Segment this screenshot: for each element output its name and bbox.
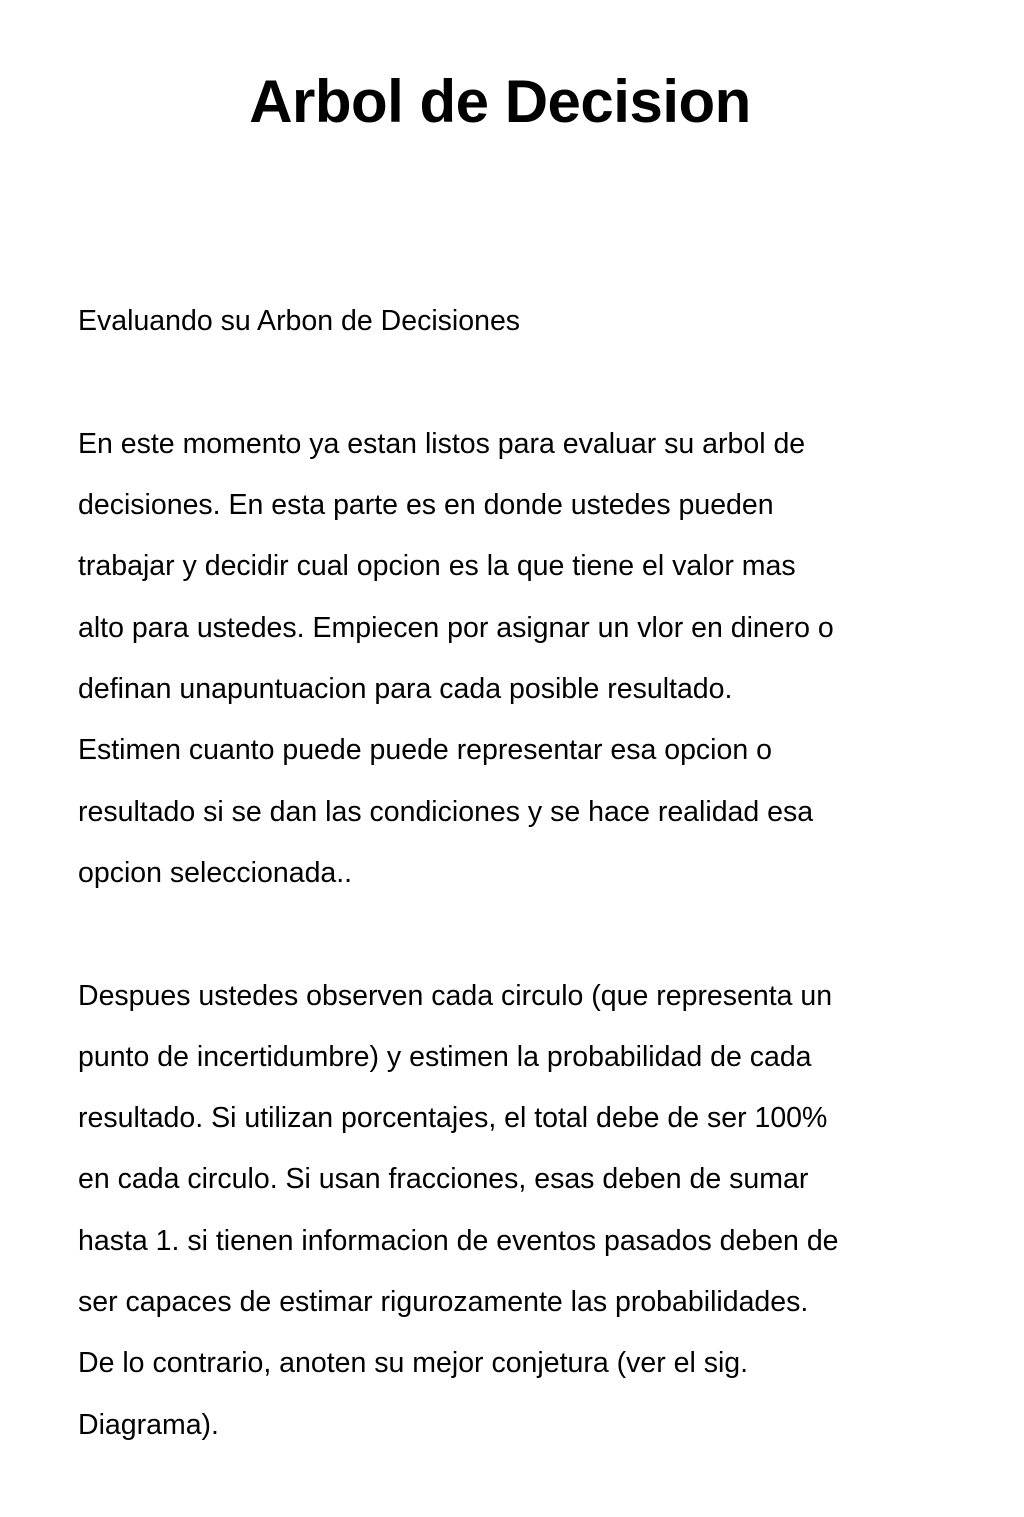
paragraph-probability: Despues ustedes observen cada circulo (que representa un punto de incertidumbre) y estimen la probabilidad de cada resultado. Si utilizan porcentajes, el total debe de ser 100% en cada circulo. Si usan fracciones, esas deben de sumar hasta 1. si tienen informacion de eventos pasados deben de ser capaces de estimar rigurozamente las probabilidades. De lo contrario, anoten su mejor conjetura (ver el sig. Diagrama). <box>78 979 839 1441</box>
slide-body <box>78 230 978 1517</box>
slide-heading: Evaluando su Arbon de Decisiones <box>78 305 521 338</box>
paragraph-evaluation: En este momento ya estan listos para evaluar su arbol de decisiones. En esta parte es en donde ustedes pueden trabajar y decidir cual opcion es la que tiene el valor mas alto para ustedes. Empiecen por asignar un vlor en dinero o definan unapuntuacion para cada posible resultado. Estimen cuanto puede puede representar esa opcion o resultado si se dan las condiciones y se hace realidad esa opcion seleccionada.. <box>78 427 834 889</box>
slide-title: Arbol de Decision <box>249 68 751 135</box>
